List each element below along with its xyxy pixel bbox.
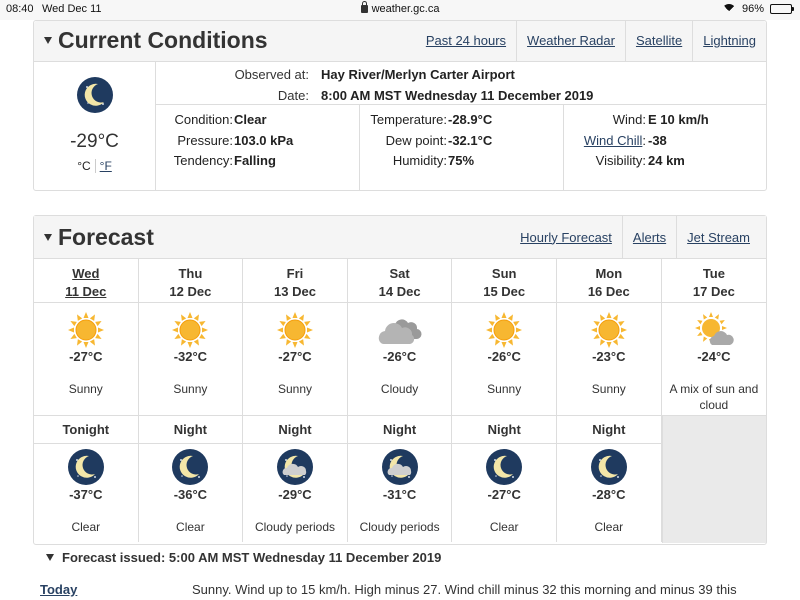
forecast-day-body — [348, 303, 452, 416]
forecast-night-label: Night — [243, 416, 347, 444]
forecast-day-temp: -27°C — [69, 349, 103, 364]
forecast-day-date: 16 Dec — [587, 284, 630, 299]
forecast-toggle[interactable] — [44, 224, 154, 251]
forecast-day-temp: -27°C — [278, 349, 312, 364]
date-label: Date: — [277, 88, 309, 103]
forecast-night-body — [34, 444, 138, 542]
forecast-night-summary: Cloudy periods — [359, 520, 440, 534]
condition-label: Condition: — [174, 112, 233, 127]
forecast-night-temp: -37°C — [69, 487, 103, 502]
unit-switcher — [34, 159, 155, 173]
forecast-night-temp: -27°C — [487, 487, 521, 502]
forecast-day-summary: A mix of sun and cloud — [669, 382, 759, 412]
forecast-day-summary: Cloudy — [380, 382, 419, 396]
link-weather-radar[interactable]: Weather Radar — [516, 21, 625, 61]
url-bar[interactable] — [0, 3, 800, 15]
wind-chill-link[interactable]: Wind Chill — [583, 133, 643, 148]
forecast-day-header — [243, 259, 347, 303]
forecast-day-body — [34, 303, 138, 416]
forecast-day-header — [557, 259, 661, 303]
forecast-night-label: Night — [452, 416, 556, 444]
current-conditions-title: Current Conditions — [58, 27, 268, 53]
forecast-night-summary: Clear — [489, 520, 519, 534]
dewpoint-label: Dew point: — [385, 133, 447, 148]
link-satellite[interactable]: Satellite — [625, 21, 692, 61]
sun-icon — [485, 311, 523, 352]
forecast-day-header[interactable] — [34, 259, 138, 303]
forecast-day-header — [348, 259, 452, 303]
sun-icon — [171, 311, 209, 352]
forecast-day-column — [34, 259, 139, 542]
forecast-day-header — [662, 259, 767, 303]
observation-info — [156, 62, 766, 105]
battery-percent: 96% — [741, 3, 764, 15]
forecast-day-date: 15 Dec — [483, 284, 526, 299]
forecast-day-column — [348, 259, 453, 542]
sun-icon — [590, 311, 628, 352]
moon-cloud-icon — [276, 448, 314, 489]
forecast-day-name: Sun — [491, 266, 517, 281]
forecast-night-body — [348, 444, 452, 542]
date-value: 8:00 AM MST Wednesday 11 December 2019 — [321, 88, 594, 103]
tendency-label: Tendency: — [173, 153, 233, 168]
dewpoint-value: -32.1°C — [448, 133, 493, 148]
forecast-day-body — [139, 303, 243, 416]
collapse-triangle-icon — [44, 37, 52, 44]
forecast-day-date: 17 Dec — [692, 284, 735, 299]
forecast-day-body — [557, 303, 661, 416]
forecast-night-body — [557, 444, 661, 542]
moon-icon — [67, 448, 105, 489]
visibility-label: Visibility: — [595, 153, 646, 168]
moon-cloud-icon — [381, 448, 419, 489]
forecast-night-temp: -28°C — [592, 487, 626, 502]
humidity-value: 75% — [448, 153, 475, 168]
forecast-day-header — [139, 259, 243, 303]
forecast-night-label: Night — [139, 416, 243, 444]
sun-icon — [67, 311, 105, 352]
url-text: weather.gc.ca — [371, 3, 440, 15]
wifi-icon — [722, 4, 736, 14]
link-lightning[interactable]: Lightning — [692, 21, 766, 61]
status-bar — [0, 0, 800, 20]
forecast-day-column — [452, 259, 557, 542]
forecast-night-temp: -31°C — [382, 487, 417, 502]
forecast-day-body — [243, 303, 347, 416]
current-icon-block — [34, 62, 156, 191]
cloud-icon — [375, 311, 425, 352]
forecast-day-temp: -26°C — [487, 349, 521, 364]
status-date: Wed Dec 11 — [42, 3, 102, 15]
forecast-issued-text: Forecast issued: 5:00 AM MST Wednesday 11 December 2019 — [62, 550, 442, 565]
sun-icon — [276, 311, 314, 352]
forecast-day-summary: Sunny — [487, 382, 522, 396]
wind-chill-value: -38 — [648, 133, 667, 148]
forecast-day-temp: -26°C — [382, 349, 417, 364]
conditions-column-1 — [156, 105, 360, 191]
forecast-day-body — [452, 303, 556, 416]
today-link[interactable]: Today — [40, 582, 78, 597]
forecast-night-body — [139, 444, 243, 542]
visibility-value: 24 km — [648, 153, 685, 168]
forecast-day-date: 14 Dec — [378, 284, 421, 299]
current-conditions-header — [34, 21, 766, 62]
wind-value: E 10 km/h — [648, 112, 709, 127]
forecast-day-temp: -23°C — [592, 349, 626, 364]
forecast-day-temp: -32°C — [173, 349, 208, 364]
pressure-label: Pressure: — [177, 133, 233, 148]
forecast-day-column — [557, 259, 662, 542]
observed-at-label: Observed at: — [234, 67, 309, 82]
temperature-value: -28.9°C — [448, 112, 493, 127]
forecast-day-name: Thu — [178, 266, 203, 281]
forecast-title: Forecast — [58, 224, 154, 250]
wind-label: Wind: — [612, 112, 646, 127]
forecast-issued-toggle[interactable] — [46, 550, 441, 565]
link-past-24-hours[interactable]: Past 24 hours — [425, 33, 507, 48]
unit-fahrenheit-link[interactable]: °F — [99, 159, 112, 173]
forecast-night-temp: -29°C — [278, 487, 312, 502]
forecast-day-summary: Sunny — [277, 382, 312, 396]
link-hourly-forecast[interactable]: Hourly Forecast — [520, 229, 612, 245]
forecast-night-label: Night — [557, 416, 661, 444]
forecast-night-body — [243, 444, 347, 542]
forecast-day-summary: Sunny — [591, 382, 626, 396]
forecast-day-name: Tue — [702, 266, 725, 281]
forecast-night-temp: -36°C — [173, 487, 208, 502]
forecast-day-summary: Sunny — [173, 382, 208, 396]
forecast-day-date: 13 Dec — [274, 284, 316, 299]
lock-icon — [361, 5, 368, 13]
forecast-day-column — [243, 259, 348, 542]
unit-celsius: °C — [77, 159, 91, 173]
moon-icon — [485, 448, 523, 489]
forecast-day-date: 11 Dec — [65, 284, 107, 299]
forecast-header — [34, 216, 766, 259]
temperature-label: Temperature: — [370, 112, 447, 127]
forecast-night-label: Night — [348, 416, 452, 444]
forecast-day-summary: Sunny — [68, 382, 103, 396]
forecast-day-name: Wed — [72, 266, 100, 281]
forecast-day-name: Sat — [389, 266, 410, 281]
forecast-day-name: Fri — [286, 266, 304, 281]
battery-icon — [770, 4, 792, 14]
sun-cloud-icon — [694, 311, 734, 352]
current-conditions-toggle[interactable] — [44, 27, 268, 54]
forecast-day-date: 12 Dec — [169, 284, 212, 299]
forecast-day-header — [452, 259, 556, 303]
current-conditions-panel — [33, 20, 767, 191]
moon-icon — [171, 448, 209, 489]
current-temperature: -29°C — [70, 131, 119, 152]
collapse-triangle-icon — [44, 234, 52, 241]
moon-icon — [590, 448, 628, 489]
forecast-day-temp: -24°C — [697, 349, 731, 364]
conditions-column-2 — [360, 105, 564, 191]
conditions-column-3: Wind: E 10 km/h Wind Chill: -38 Visibility: 24 km — [583, 112, 709, 168]
link-jet-stream[interactable]: Jet Stream — [676, 216, 766, 258]
observed-at-value: Hay River/Merlyn Carter Airport — [321, 67, 515, 82]
forecast-day-column — [662, 259, 767, 416]
forecast-night-body — [452, 444, 556, 542]
moon-icon — [34, 76, 155, 119]
forecast-panel — [33, 215, 767, 545]
forecast-day-name: Mon — [595, 266, 623, 281]
forecast-night-summary: Clear — [176, 520, 205, 534]
forecast-night-summary: Cloudy periods — [254, 520, 335, 534]
forecast-night-summary: Clear — [594, 520, 624, 534]
collapse-triangle-icon — [46, 554, 54, 561]
condition-value: Clear — [234, 112, 267, 127]
empty-night-cell — [662, 416, 766, 543]
status-time: 08:40 — [6, 3, 34, 15]
humidity-label: Humidity: — [392, 153, 447, 168]
tendency-value: Falling — [234, 153, 276, 168]
forecast-day-column — [139, 259, 244, 542]
forecast-night-label: Tonight — [34, 416, 138, 444]
forecast-night-summary: Clear — [71, 520, 101, 534]
link-alerts[interactable]: Alerts — [622, 216, 676, 258]
forecast-day-body — [662, 303, 767, 416]
today-forecast-text: Sunny. Wind up to 15 km/h. High minus 27. Wind chill minus 32 this morning and minus 39 this — [192, 582, 737, 597]
pressure-value: 103.0 kPa — [234, 133, 294, 148]
